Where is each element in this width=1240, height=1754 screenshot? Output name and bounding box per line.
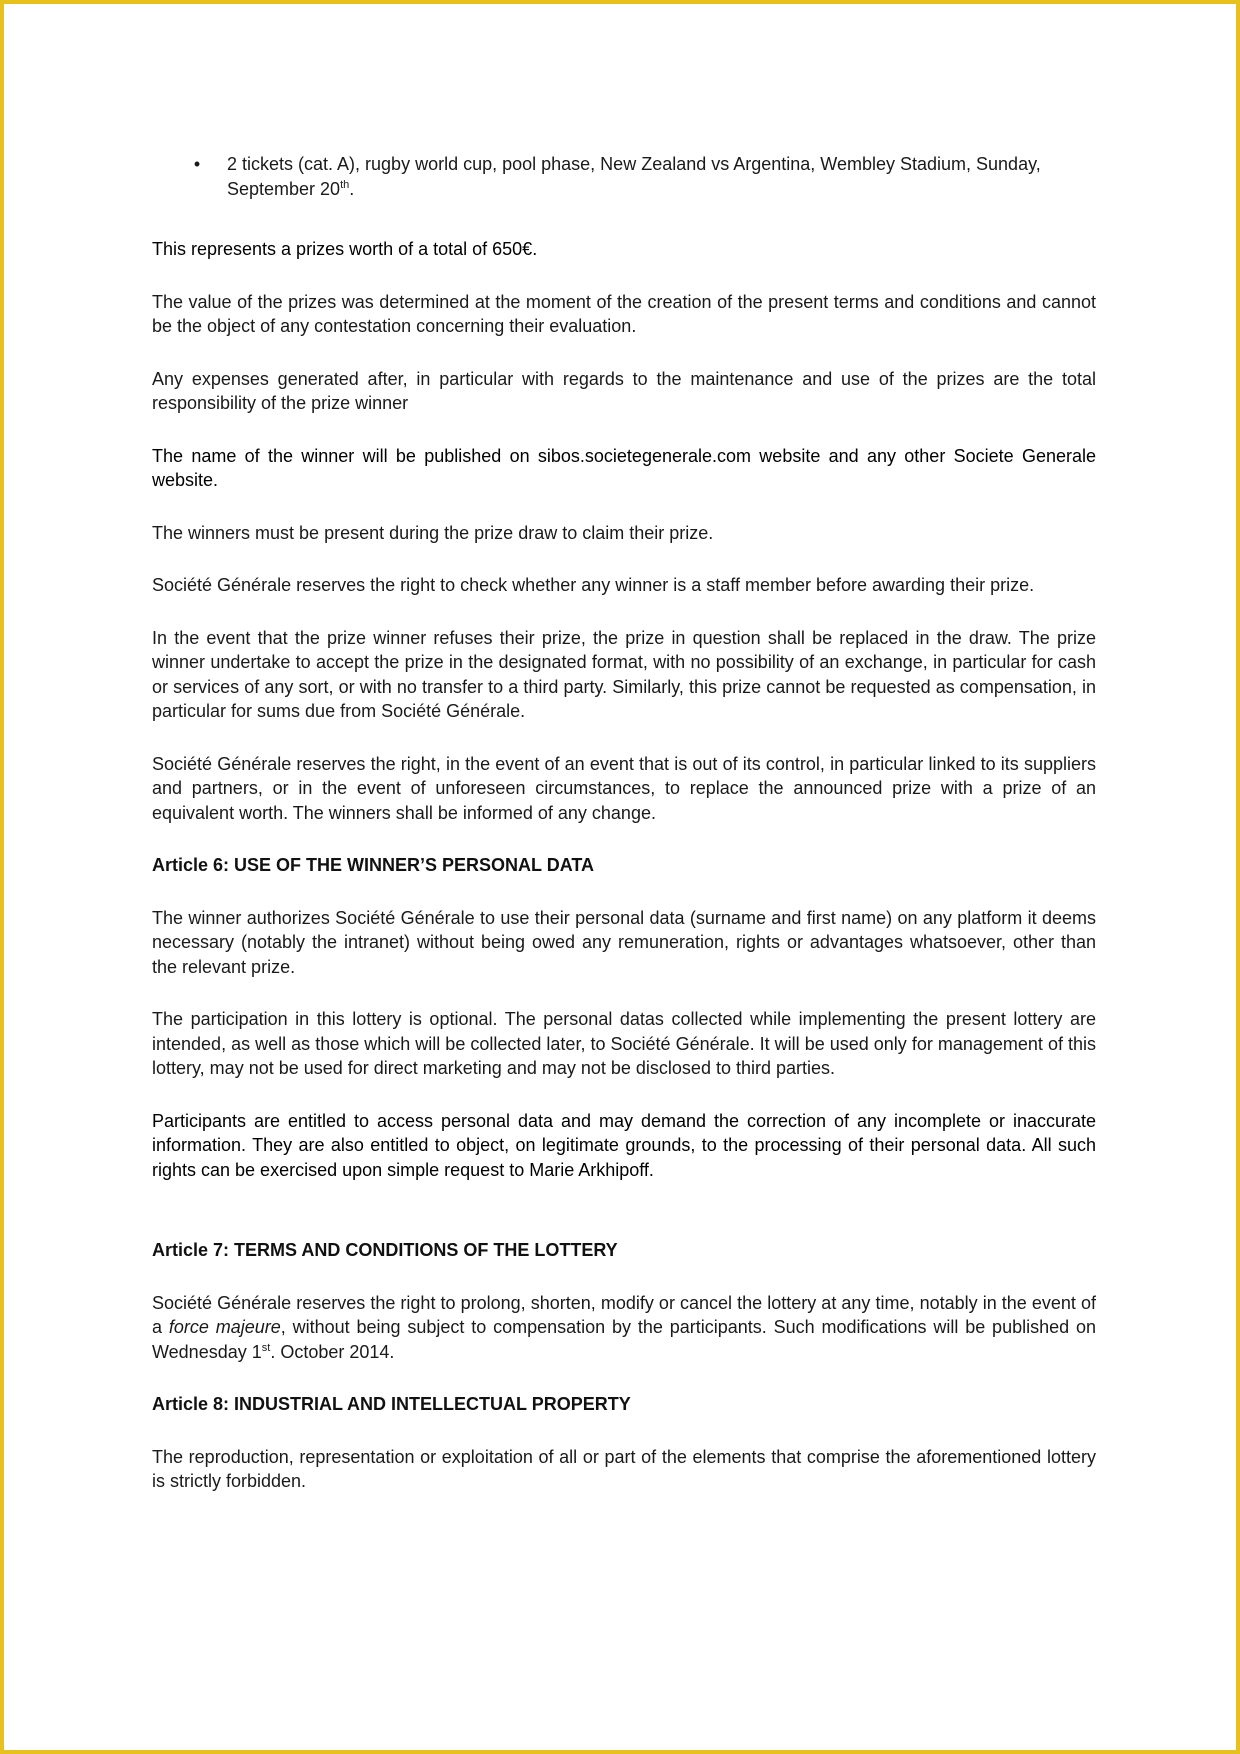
prize-list-item (152, 152, 1096, 201)
article-7-paragraph-1 (152, 1291, 1096, 1365)
document-body (152, 152, 1096, 1522)
article-6-paragraph-3: Participants are entitled to access personal data and may demand the correction of any incomplete or inaccurate information. They are also entitled to object, on legitimate grounds, to the processing of their personal data. All such rights can be exercised upon simple request to Marie Arkhipoff. (152, 1110, 1096, 1180)
presence-paragraph: The winners must be present during the prize draw to claim their prize. (152, 522, 714, 543)
article-7-text-b: , without being subject to compensation by the participants. Such modifications will be published on Wednesday 1 (152, 1317, 1096, 1362)
total-worth-paragraph: This represents a prizes worth of a total of 650€. (152, 239, 538, 259)
prize-refusal-paragraph: In the event that the prize winner refuses their prize, the prize in question shall be replaced in the draw. The prize winner undertake to accept the prize in the designated format, with no possibility of an exchange, in particular for cash or services of any sort, or with no transfer to a third party. Similarly, this prize cannot be requested as compensation, in particular for sums due from Société Générale. (152, 627, 1096, 721)
publication-text-end: sibos.societegenerale.com website and any other Societe Generale website. (152, 445, 1096, 490)
prize-item-text: 2 tickets (cat. A), rugby world cup, pool phase, New Zealand vs Argentina, Wembley Stadium, Sunday, September 20 (227, 154, 1041, 199)
prize-value-paragraph: The value of the prizes was determined at the moment of the creation of the present terms and conditions and cannot be the object of any contestation concerning their evaluation. (152, 291, 1096, 336)
prize-item-sup: th (340, 178, 350, 191)
bullet-icon: • (193, 154, 201, 174)
force-majeure-term: force majeure (168, 1317, 281, 1337)
prize-replacement-paragraph: Société Générale reserves the right, in the event of an event that is out of its control, in particular linked to its suppliers and partners, or in the event of unforeseen circumstances, to replace the announced prize with a prize of an equivalent worth. The winners shall be informed of any change. (152, 753, 1096, 823)
staff-check-paragraph: Société Générale reserves the right to check whether any winner is a staff member before awarding their prize. (152, 575, 1035, 595)
publication-text-start: The name of the winner will be published on (152, 445, 538, 466)
article-8-heading: Article 8: INDUSTRIAL AND INTELLECTUAL PROPERTY (152, 1394, 631, 1414)
article-7-sup: st (261, 1341, 271, 1354)
article-6-paragraph-2: The participation in this lottery is optional. The personal datas collected while implementing the present lottery are intended, as well as those which will be collected later, to Société Générale. It will be used only for management of this lottery, may not be used for direct marketing and may not be disclosed to third parties. (152, 1009, 1096, 1078)
winner-publication-paragraph (152, 444, 1096, 493)
prize-item-tail: . (349, 178, 355, 199)
article-6-heading: Article 6: USE OF THE WINNER’S PERSONAL DATA (152, 855, 595, 875)
article-7-heading: Article 7: TERMS AND CONDITIONS OF THE LOTTERY (152, 1240, 618, 1260)
expenses-paragraph: Any expenses generated after, in particular with regards to the maintenance and use of the prizes are the total responsibility of the prize winner (152, 368, 1096, 413)
article-7-text-a: Société Générale reserves the right to prolong, shorten, modify or cancel the lottery at any time, notably in the event of a (152, 1292, 1096, 1337)
article-8-paragraph-1: The reproduction, representation or exploitation of all or part of the elements that comprise the aforementioned lottery is strictly forbidden. (152, 1446, 1096, 1491)
article-6-paragraph-1: The winner authorizes Société Générale to use their personal data (surname and first name) on any platform it deems necessary (notably the intranet) without being owed any remuneration, rights or advantages whatsoever, other than the relevant prize. (152, 907, 1096, 977)
article-7-text-c: . October 2014. (270, 1341, 395, 1362)
